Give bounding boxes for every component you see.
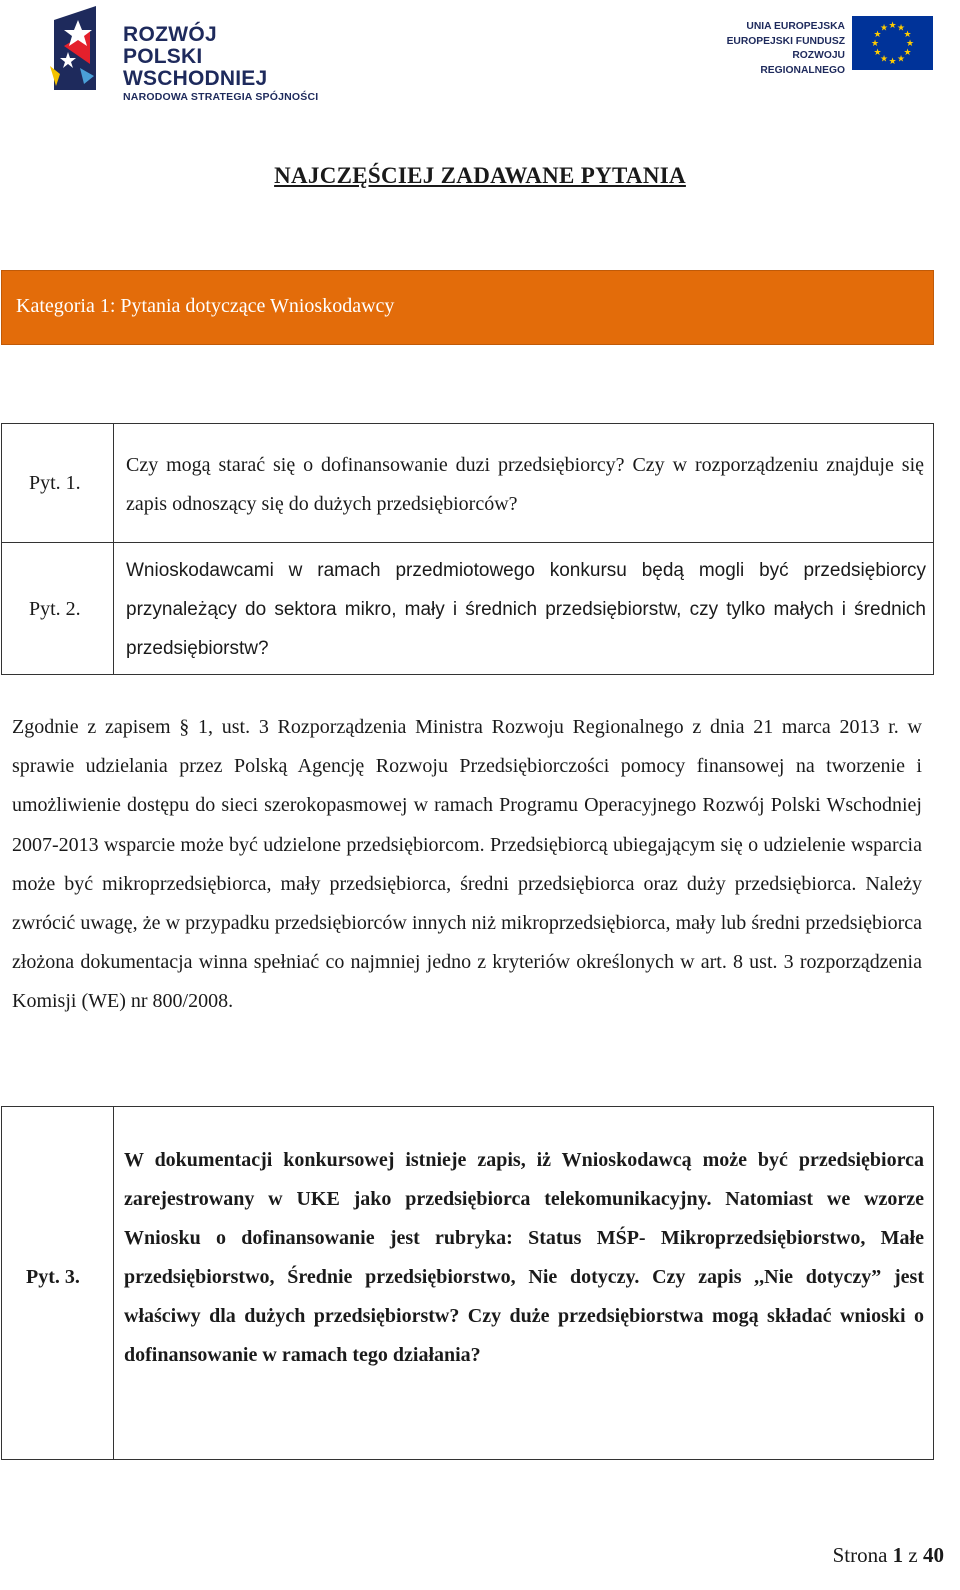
svg-text:★: ★ (870, 39, 880, 49)
question-label: Pyt. 1. (29, 472, 81, 494)
svg-text:★: ★ (873, 30, 882, 40)
eu-text-line3: ROZWOJU REGIONALNEGO (760, 50, 845, 76)
category-label: Kategoria 1: Pytania dotyczące Wnioskodawcy (16, 295, 395, 317)
rpw-emblem-icon (50, 6, 122, 90)
unia-europejska-logo (705, 16, 945, 76)
eu-text-line1: UNIA EUROPEJSKA (746, 21, 845, 32)
svg-text:★: ★ (879, 23, 889, 34)
page-word: Strona (832, 1543, 888, 1567)
total-pages: 40 (923, 1543, 944, 1567)
question-label: Pyt. 3. (26, 1266, 80, 1288)
logo-text-line3: NARODOWA STRATEGIA SPÓJNOŚCI (123, 91, 319, 103)
page-number (833, 1543, 944, 1568)
question-text: Wnioskodawcami w ramach przedmiotowego konkursu będą mogli być przedsiębiorcy przynależący do sektora mikro, mały i średnich przedsiębiorstw, czy tylko małych i średnich przedsiębiorstw? (126, 560, 926, 659)
svg-text:★: ★ (905, 39, 915, 49)
logo-text-line1: ROZWÓJ (123, 23, 217, 46)
svg-text:★: ★ (879, 54, 889, 65)
questions-table-1 (1, 423, 934, 675)
svg-text:★: ★ (903, 30, 912, 40)
eu-text-line2: EUROPEJSKI FUNDUSZ (726, 35, 845, 47)
logo-text-line2: POLSKI WSCHODNIEJ (123, 45, 268, 90)
eu-flag-icon (852, 16, 933, 70)
question-text: Czy mogą starać się o dofinansowanie duzi przedsiębiorcy? Czy w rozporządzeniu znajduje się zapis odnoszący się do dużych przedsiębiorców? (126, 454, 924, 515)
svg-text:★: ★ (888, 57, 897, 67)
answer-paragraph: Zgodnie z zapisem § 1, ust. 3 Rozporządzenia Ministra Rozwoju Regionalnego z dnia 21 marca 2013 r. w sprawie udzielania przez Polską Agencję Rozwoju Przedsiębiorczości pomocy finansowej na tworzenie i umożliwienie dostępu do sieci szerokopasmowej w ramach Programu Operacyjnego Rozwój Polski Wschodniej 2007-2013 wsparcie może być udzielone przedsiębiorcom. Przedsiębiorcą ubiegającym się o udzielenie wsparcia może być mikroprzedsiębiorca, mały przedsiębiorca, średni przedsiębiorca oraz duży przedsiębiorca. Należy zwrócić uwagę, że w przypadku przedsiębiorców innych niż mikroprzedsiębiorca, mały lub średni przedsiębiorca złożona dokumentacja winna spełniać co najmniej jedno z kryteriów określonych w art. 8 ust. 3 rozporządzenia Komisji (WE) nr 800/2008. (12, 716, 922, 1013)
category-header (1, 270, 934, 345)
questions-table-2 (1, 1106, 934, 1460)
page-title: NAJCZĘŚCIEJ ZADAWANE PYTANIA (274, 163, 686, 188)
svg-text:★: ★ (903, 48, 912, 58)
svg-text:★: ★ (896, 54, 906, 65)
svg-text:★: ★ (873, 48, 882, 58)
rozwoj-polski-wschodniej-logo (50, 6, 350, 103)
question-label: Pyt. 2. (29, 598, 81, 620)
question-text: W dokumentacji konkursowej istnieje zapis, iż Wnioskodawcą może być przedsiębiorca zarejestrowany w UKE jako przedsiębiorca telekomunikacyjny. Natomiast we wzorze Wniosku o dofinansowanie jest rubryka: Status MŚP- Mikroprzedsiębiorstwo, Małe przedsiębiorstwo, Średnie przedsiębiorstwo, Nie dotyczy. Czy zapis ,,Nie dotyczy” jest właściwy dla dużych przedsiębiorstw? Czy duże przedsiębiorstwa mogą składać wnioski o dofinansowanie w ramach tego działania? (124, 1149, 924, 1366)
of-word: z (908, 1543, 918, 1567)
current-page: 1 (892, 1543, 904, 1567)
svg-text:★: ★ (888, 21, 897, 31)
svg-text:★: ★ (896, 23, 906, 34)
